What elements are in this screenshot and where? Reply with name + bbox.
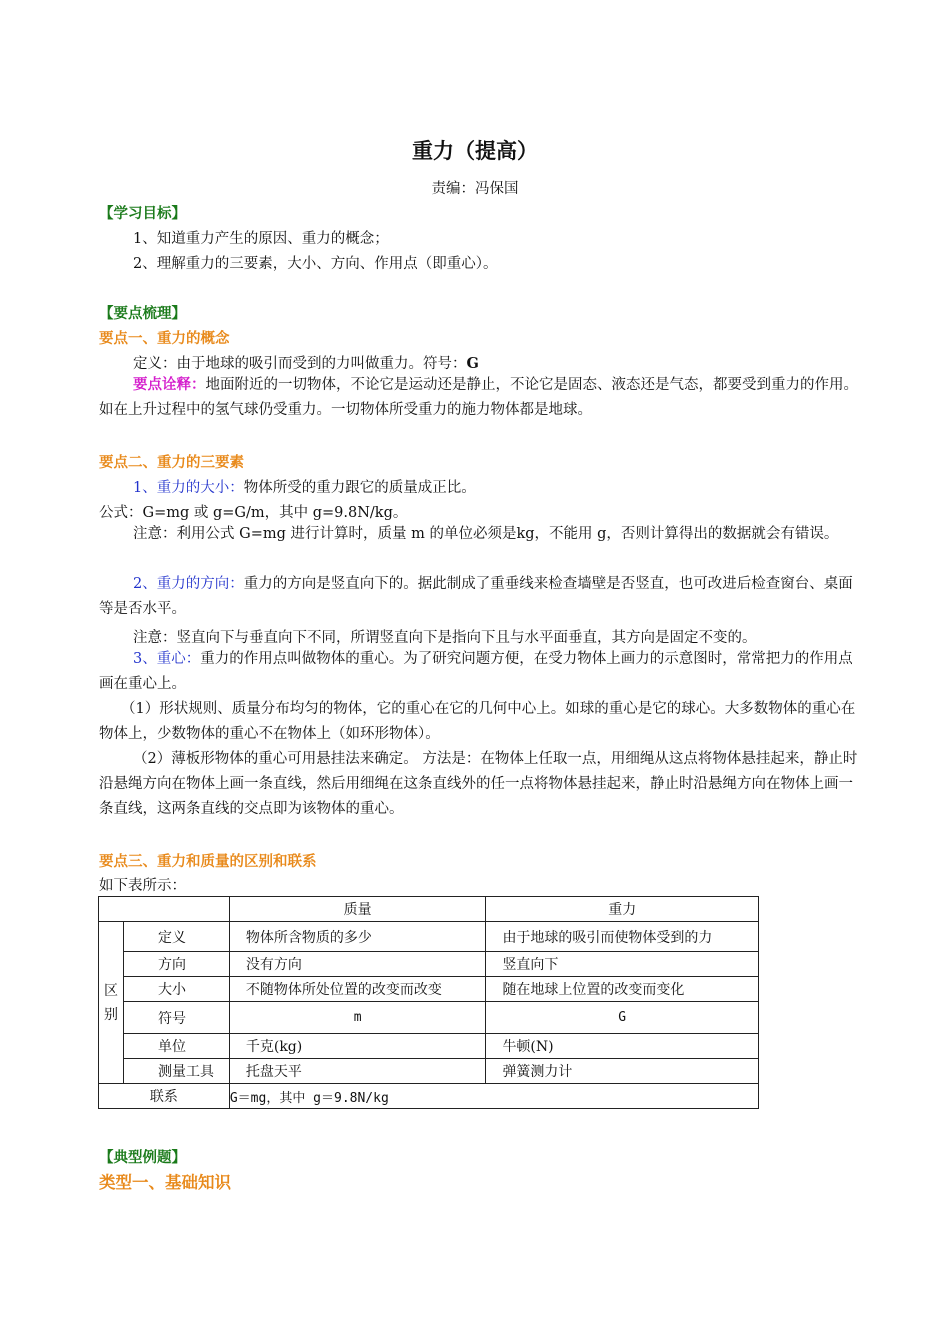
row-label: 大小 [123,977,229,1002]
header-gravity: 重力 [486,897,759,922]
keypoint-1-heading: 要点一、重力的概念 [99,331,230,347]
table-row [99,1034,759,1059]
size-label: 1、重力的大小： [133,480,244,496]
gravity-cell: 由于地球的吸引而使物体受到的力 [486,922,759,952]
gravity-cell: 牛顿(N) [486,1034,759,1059]
note-label: 要点诠释： [133,377,206,393]
table-row [99,1002,759,1034]
keypoint-2-heading: 要点二、重力的三要素 [99,455,244,471]
row-label: 测量工具 [123,1059,229,1084]
direction-note: 注意：竖直向下与垂直向下不同，所谓竖直向下是指向下且与水平面垂直，其方向是固定不变的。 [133,630,757,646]
keypoints-heading: 【要点梳理】 [99,306,186,322]
example-type-1: 类型一、基础知识 [99,1173,231,1192]
keypoint-3-heading: 要点三、重力和质量的区别和联系 [99,854,317,870]
note-text: 地面附近的一切物体，不论它是运动还是静止，不论它是固态、液态还是气态，都要受到重力的作用。如在上升过程中的氢气球仍受重力。一切物体所受重力的施力物体都是地球。 [99,377,858,418]
comparison-table [98,896,759,1109]
center-of-gravity [99,647,859,697]
mass-cell: 托盘天平 [229,1059,486,1084]
gravity-cell: 弹簧测力计 [486,1059,759,1084]
direction-label: 2、重力的方向： [133,576,244,592]
row-label: 单位 [123,1034,229,1059]
table-row [99,922,759,952]
goal-item-2: 2、理解重力的三要素，大小、方向、作用点（即重心）。 [133,256,498,272]
mass-cell: 不随物体所处位置的改变而改变 [229,977,486,1002]
table-row [99,952,759,977]
header-mass: 质量 [229,897,486,922]
cg-point-2: （2）薄板形物体的重心可用悬挂法来确定。 方法是：在物体上任取一点，用细绳从这点将物体悬挂起来，静止时沿悬绳方向在物体上画一条直线，然后用细绳在这条直线外的任一点将物体悬挂起来，静止时沿悬绳方向在物体上画一条直线，这两条直线的交点即为该物体的重心。 [99,751,858,817]
gravity-direction [99,572,859,622]
relation-row [99,1084,759,1109]
gravity-size [133,476,476,497]
gravity-cell: 随在地球上位置的改变而变化 [486,977,759,1002]
gravity-definition [133,352,479,373]
examples-heading: 【典型例题】 [99,1150,186,1166]
mass-cell: 千克(kg) [229,1034,486,1059]
formula-note: 注意：利用公式 G=mg 进行计算时，质量 m 的单位必须是kg，不能用 g，否则计算得出的数据就会有错误。 [133,526,839,542]
page-title: 重力（提高） [412,139,538,163]
gravity-cell: 竖直向下 [486,952,759,977]
cg-point-1: （1）形状规则、质量分布均匀的物体，它的重心在它的几何中心上。如球的重心是它的球心。大多数物体的重心在物体上，少数物体的重心不在物体上（如环形物体）。 [99,701,856,742]
keypoint-1-note [99,373,859,423]
goal-item-1: 1、知道重力产生的原因、重力的概念； [133,231,389,247]
mass-cell: 没有方向 [229,952,486,977]
header-empty [99,897,230,922]
direction-text: 重力的方向是竖直向下的。据此制成了重垂线来检查墙壁是否竖直，也可改进后检查窗台、桌面等是否水平。 [99,576,853,617]
gravity-symbol: G [466,355,479,372]
row-label: 定义 [123,922,229,952]
table-header-row [99,897,759,922]
table-intro: 如下表所示： [99,878,186,894]
row-label: 方向 [123,952,229,977]
table-row [99,977,759,1002]
mass-cell: m [229,1002,486,1034]
author-line: 责编：冯保国 [431,181,519,197]
mass-cell: 物体所含物质的多少 [229,922,486,952]
size-text: 物体所受的重力跟它的质量成正比。 [243,480,476,496]
group-label: 区别 [99,922,124,1084]
gravity-formula: 公式：G=mg 或 g=G/m，其中 g=9.8N/kg。 [99,505,408,521]
cg-label: 3、重心： [133,651,201,667]
definition-text: 定义：由于地球的吸引而受到的力叫做重力。符号： [133,356,467,372]
relation-text: G＝mg，其中 g＝9.8N/kg [229,1084,758,1109]
gravity-cell: G [486,1002,759,1034]
table-row [99,1059,759,1084]
cg-text: 重力的作用点叫做物体的重心。为了研究问题方便，在受力物体上画力的示意图时，常常把力的作用点画在重心上。 [99,651,853,692]
row-label: 符号 [123,1002,229,1034]
relation-label: 联系 [99,1084,230,1109]
goals-heading: 【学习目标】 [99,206,186,222]
